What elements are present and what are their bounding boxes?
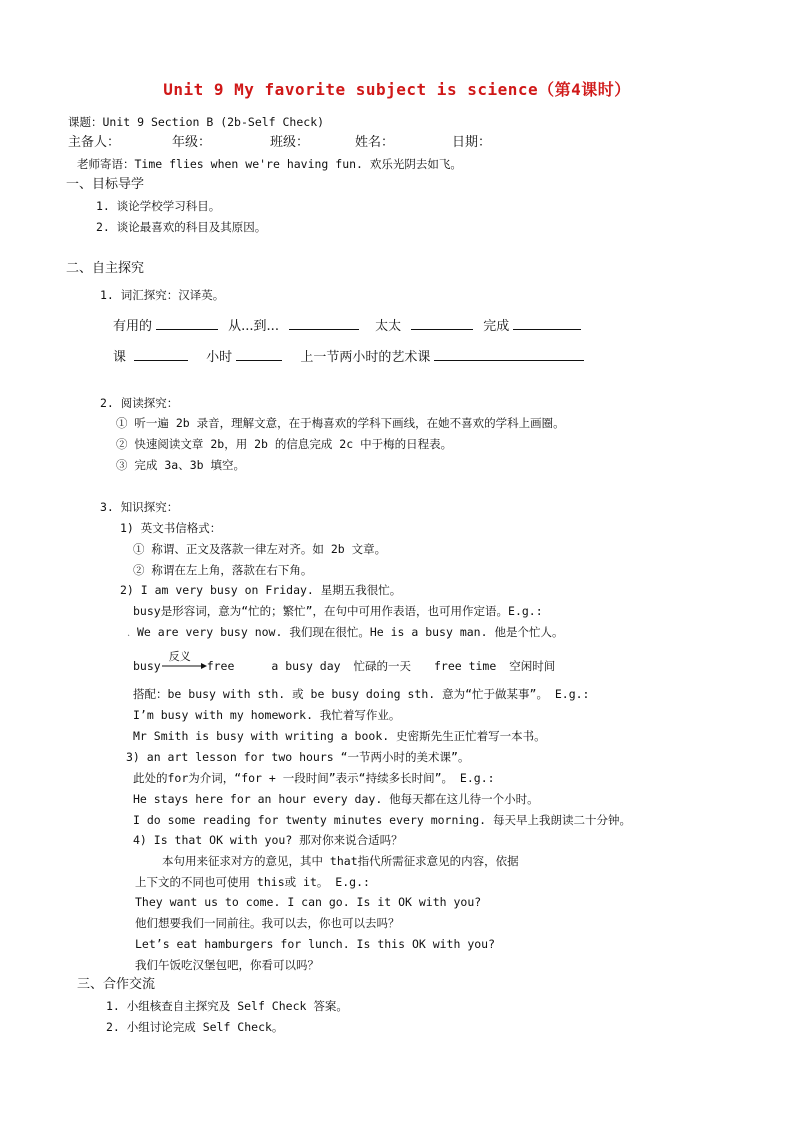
- cooperation-item: 1. 小组核查自主探究及 Self Check 答案。: [106, 999, 348, 1013]
- antonym-arrow: [161, 650, 207, 674]
- point4-explanation: 本句用来征求对方的意见，其中 that指代所需征求意见的内容，依据: [162, 854, 519, 868]
- antonym-word: busy: [133, 659, 161, 673]
- antonym-row: [133, 650, 556, 674]
- grade-label: 年级：: [172, 135, 212, 150]
- answer-blank[interactable]: [289, 317, 359, 330]
- point2-example: We are very busy now. 我们现在很忙。He is a busy man. 他是个忙人。: [137, 625, 564, 639]
- vocab-row-1: [113, 317, 587, 335]
- answer-blank[interactable]: [236, 348, 282, 361]
- cooperation-item: 2. 小组讨论完成 Self Check。: [106, 1020, 284, 1034]
- antonym-label: 反义: [168, 650, 191, 663]
- point1-heading: 1) 英文书信格式：: [120, 521, 222, 535]
- preparer-label: 主备人：: [68, 135, 121, 150]
- knowledge-heading: 3. 知识探究：: [100, 500, 179, 514]
- margin-dot: .: [127, 628, 131, 639]
- reading-item: ② 快速阅读文章 2b，用 2b 的信息完成 2c 中于梅的日程表。: [116, 437, 453, 451]
- phrase-translation: 忙碌的一天: [353, 659, 412, 673]
- vocab-prompt: 上一节两小时的艺术课: [300, 350, 431, 365]
- name-label: 姓名：: [355, 135, 395, 150]
- point4-example: They want us to come. I can go. Is it OK with you?: [135, 895, 482, 909]
- vocab-prompt: 从...到...: [228, 319, 279, 334]
- point3-explanation: 此处的for为介词，“for + 一段时间”表示“持续多长时间”。 E.g.:: [133, 771, 495, 785]
- section3-heading: 三、合作交流: [77, 977, 156, 992]
- vocab-heading: 1. 词汇探究：汉译英。: [100, 288, 225, 302]
- phrase: a busy day: [271, 659, 341, 673]
- point4-heading: 4) Is that OK with you? 那对你来说合适吗？: [133, 833, 403, 847]
- answer-blank[interactable]: [513, 317, 581, 330]
- vocab-prompt: 有用的: [113, 319, 153, 334]
- antonym-target: free: [206, 659, 235, 673]
- answer-blank[interactable]: [411, 317, 473, 330]
- reading-heading: 2. 阅读探究：: [100, 396, 179, 410]
- vocab-prompt: 课: [113, 350, 127, 365]
- reading-item: ③ 完成 3a、3b 填空。: [116, 458, 245, 472]
- phrase: free time: [433, 659, 497, 673]
- point4-explanation: 上下文的不同也可使用 this或 it。 E.g.:: [135, 875, 370, 889]
- vocab-row-2: [113, 348, 590, 366]
- answer-blank[interactable]: [434, 348, 584, 361]
- point2-explanation: busy是形容词，意为“忙的；繁忙”，在句中可用作表语，也可用作定语。E.g.:: [133, 604, 543, 618]
- point4-example-translation: 我们午饭吃汉堡包吧，你看可以吗？: [135, 958, 319, 972]
- point3-example: He stays here for an hour every day. 他每天都在这儿待一个小时。: [133, 792, 539, 806]
- arrow-right-icon: [161, 658, 207, 674]
- vocab-prompt: 完成: [483, 319, 510, 334]
- collocation-example: I’m busy with my homework. 我忙着写作业。: [133, 708, 401, 722]
- phrase-translation: 空闲时间: [509, 659, 556, 673]
- section2-heading: 二、自主探究: [66, 261, 145, 276]
- page-title: Unit 9 My favorite subject is science（第4课时）: [163, 80, 631, 99]
- point2-heading: 2) I am very busy on Friday. 星期五我很忙。: [120, 583, 402, 597]
- point1-item: ② 称谓在左上角，落款在右下角。: [133, 563, 313, 577]
- class-label: 班级：: [270, 135, 310, 150]
- section1-heading: 一、目标导学: [66, 177, 145, 192]
- collocation: 搭配：be busy with sth. 或 be busy doing sth. 意为“忙于做某事”。 E.g.:: [133, 687, 590, 701]
- point4-example: Let’s eat hamburgers for lunch. Is this OK with you?: [135, 937, 496, 951]
- point4-example-translation: 他们想要我们一同前往。我可以去，你也可以去吗？: [135, 916, 400, 930]
- topic-line: 课题：Unit 9 Section B (2b-Self Check): [68, 115, 325, 129]
- point3-heading: 3) an art lesson for two hours “一节两小时的美术课”。: [126, 750, 470, 764]
- collocation-example: Mr Smith is busy with writing a book. 史密斯先生正忙着写一本书。: [133, 729, 546, 743]
- vocab-prompt: 小时: [206, 350, 233, 365]
- vocab-prompt: 太太: [375, 319, 402, 334]
- goal-item: 1. 谈论学校学习科目。: [96, 199, 221, 213]
- point3-example: I do some reading for twenty minutes every morning. 每天早上我朗读二十分钟。: [133, 813, 632, 827]
- reading-item: ① 听一遍 2b 录音，理解文意，在于梅喜欢的学科下画线，在她不喜欢的学科上画圈。: [116, 416, 565, 430]
- date-label: 日期：: [452, 135, 492, 150]
- goal-item: 2. 谈论最喜欢的科目及其原因。: [96, 220, 267, 234]
- answer-blank[interactable]: [156, 317, 218, 330]
- answer-blank[interactable]: [134, 348, 188, 361]
- teacher-motto: 老师寄语：Time flies when we're having fun. 欢乐光阴去如飞。: [77, 157, 462, 171]
- point1-item: ① 称谓、正文及落款一律左对齐。如 2b 文章。: [133, 542, 387, 556]
